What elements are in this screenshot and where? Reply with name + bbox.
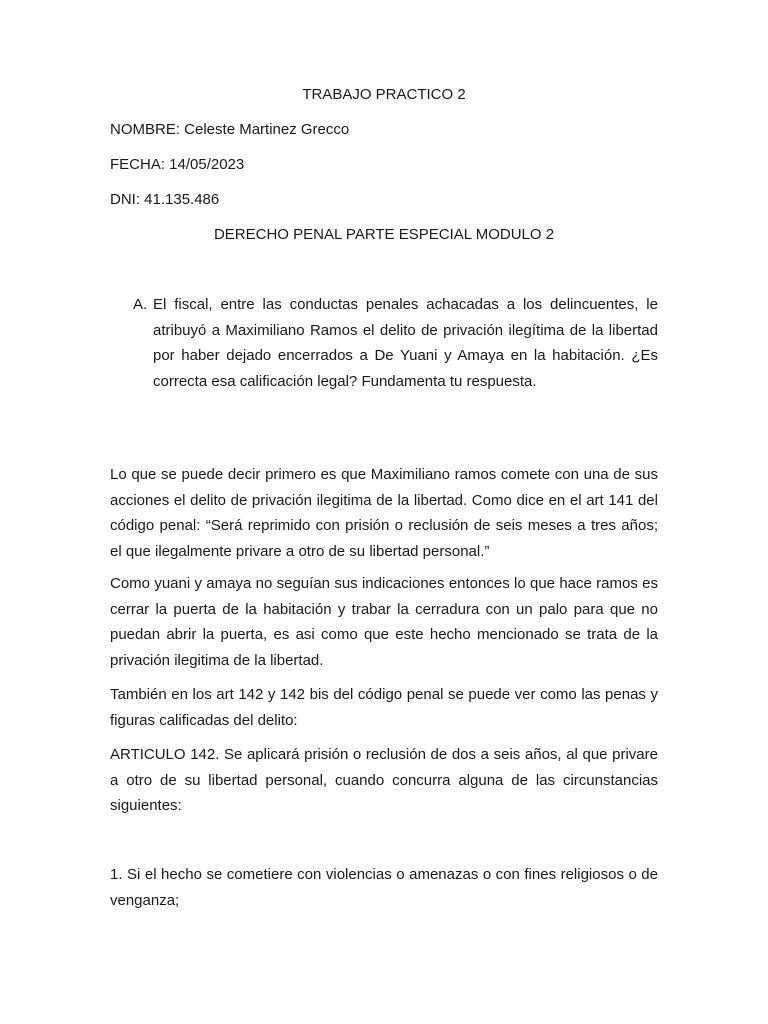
dni-field: DNI: 41.135.486 bbox=[110, 191, 220, 208]
student-name: NOMBRE: Celeste Martinez Grecco bbox=[110, 121, 350, 138]
question-text: El fiscal, entre las conductas penales achacadas a los delincuentes, le atribuyó a Maximiliano Ramos el delito de privación ilegítima de la libertad por haber dejado encerrados a De Yuani y Amaya en la habitación. ¿Es correcta esa calificación legal? Fundamenta tu respuesta. bbox=[153, 296, 658, 390]
date-field: FECHA: 14/05/2023 bbox=[110, 156, 245, 173]
answer-paragraph-3: También en los art 142 y 142 bis del código penal se puede ver como las penas y figuras calificadas del delito: bbox=[110, 686, 658, 729]
article-142-item-1: 1. Si el hecho se cometiere con violencias o amenazas o con fines religiosos o de venganza; bbox=[110, 866, 658, 909]
document-title: TRABAJO PRACTICO 2 bbox=[302, 86, 466, 103]
subject-title: DERECHO PENAL PARTE ESPECIAL MODULO 2 bbox=[213, 226, 555, 243]
answer-paragraph-1: Lo que se puede decir primero es que Maximiliano ramos comete con una de sus acciones el delito de privación ilegitima de la libertad. Como dice en el art 141 del código penal: “Será reprimido con prisión o reclusión de seis meses a tres años; el que ilegalmente privare a otro de su libertad personal.” bbox=[110, 466, 658, 560]
answer-paragraph-2: Como yuani y amaya no seguían sus indicaciones entonces lo que hace ramos es cerrar la puerta de la habitación y trabar la cerradura con un palo para que no puedan abrir la puerta, es asi como que este hecho mencionado se trata de la privación ilegitima de la libertad. bbox=[110, 575, 658, 669]
article-142-paragraph: ARTICULO 142. Se aplicará prisión o reclusión de dos a seis años, al que privare a otro de su libertad personal, cuando concurra alguna de las circunstancias siguientes: bbox=[110, 746, 658, 814]
question-marker: A. bbox=[133, 296, 148, 313]
question-item bbox=[134, 292, 658, 394]
